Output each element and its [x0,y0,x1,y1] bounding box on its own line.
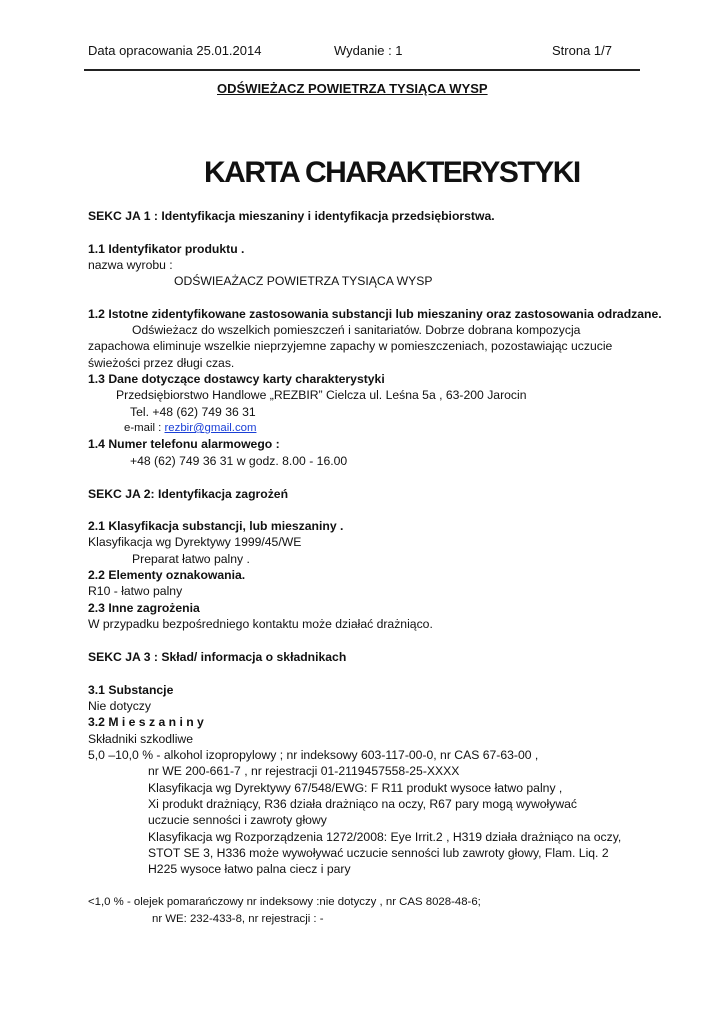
heading-2-3: 2.3 Inne zagrożenia [88,601,200,615]
heading-1-1: 1.1 Identyfikator produktu . [88,242,245,256]
component-1-line-4: Xi produkt drażniący, R36 działa drażniąco na oczy, R67 pary mogą wywoływać [148,797,578,811]
component-1-line-6: Klasyfikacja wg Rozporządzenia 1272/2008: Eye Irrit.2 , H319 działa drażniąco na oczy, [148,830,622,844]
substances-text: Nie dotyczy [88,699,151,713]
header-page: Strona 1/7 [552,43,612,58]
email-link[interactable]: rezbir@gmail.com [164,422,257,434]
component-1-line-1: 5,0 –10,0 % - alkohol izopropylowy ; nr indeksowy 603-117-00-0, nr CAS 67-63-00 , [88,748,539,762]
classification-line: Klasyfikacja wg Dyrektywy 1999/45/WE [88,535,302,549]
component-1-line-2: nr WE 200-661-7 , nr rejestracji 01-2119457558-25-XXXX [148,764,460,778]
heading-2-1: 2.1 Klasyfikacja substancji, lub mieszaniny . [88,519,344,533]
header-date: Data opracowania 25.01.2014 [88,43,262,58]
heading-3-2: 3.2 M i e s z a n i n y [88,715,204,729]
use-line-2: zapachowa eliminuje wszelkie nieprzyjemne zapachy w pomieszczeniach, pozostawiając uczucie [88,339,613,353]
email-label: e-mail : [124,422,165,434]
supplier-tel: Tel. +48 (62) 749 36 31 [130,405,256,419]
component-2-line-1: <1,0 % - olejek pomarańczowy nr indeksowy :nie dotyczy , nr CAS 8028-48-6; [88,896,481,908]
use-line-3: świeżości przez długi czas. [88,356,235,370]
heading-2-2: 2.2 Elementy oznakowania. [88,568,246,582]
section1-heading: SEKC JA 1 : Identyfikacja mieszaniny i identyfikacja przedsiębiorstwa. [88,209,495,223]
section3-heading: SEKC JA 3 : Skład/ informacja o składnikach [88,650,347,664]
harmful-components: Składniki szkodliwe [88,732,193,746]
heading-3-1: 3.1 Substancje [88,683,174,697]
supplier-address: Przedsiębiorstwo Handlowe „REZBIR” Cielcza ul. Leśna 5a , 63-200 Jarocin [116,388,527,402]
component-1-line-8: H225 wysoce łatwo palna ciecz i pary [148,862,351,876]
product-title: ODŚWIEŻACZ POWIETRZA TYSIĄCA WYSP [217,81,488,96]
section2-heading: SEKC JA 2: Identyfikacja zagrożeń [88,487,289,501]
heading-1-2: 1.2 Istotne zidentyfikowane zastosowania substancji lub mieszaniny oraz zastosowania odradzane. [88,307,662,321]
heading-1-3: 1.3 Dane dotyczące dostawcy karty charakterystyki [88,372,385,386]
r10-label: R10 - łatwo palny [88,584,183,598]
component-1-line-5: uczucie senności i zawroty głowy [148,813,327,827]
heading-1-4: 1.4 Numer telefonu alarmowego : [88,437,280,451]
component-1-line-3: Klasyfikacja wg Dyrektywy 67/548/EWG: F R11 produkt wysoce łatwo palny , [148,781,563,795]
header-edition: Wydanie : 1 [334,43,403,58]
classification-value: Preparat łatwo palny . [132,552,250,566]
product-name-value: ODŚWIEAŻACZ POWIETRZA TYSIĄCA WYSP [174,274,433,288]
header-divider [84,69,640,71]
emergency-phone: +48 (62) 749 36 31 w godz. 8.00 - 16.00 [130,454,348,468]
product-name-label: nazwa wyrobu : [88,258,173,272]
other-hazards: W przypadku bezpośredniego kontaktu może działać drażniąco. [88,617,433,631]
component-1-line-7: STOT SE 3, H336 może wywoływać uczucie senności lub zawroty głowy, Flam. Liq. 2 [148,846,609,860]
use-line-1: Odświeżacz do wszelkich pomieszczeń i sanitariatów. Dobrze dobrana kompozycja [132,323,581,337]
document-title: KARTA CHARAKTERYSTYKI [204,156,580,189]
supplier-email-row [124,420,256,436]
component-2-line-2: nr WE: 232-433-8, nr rejestracji : - [152,913,324,925]
